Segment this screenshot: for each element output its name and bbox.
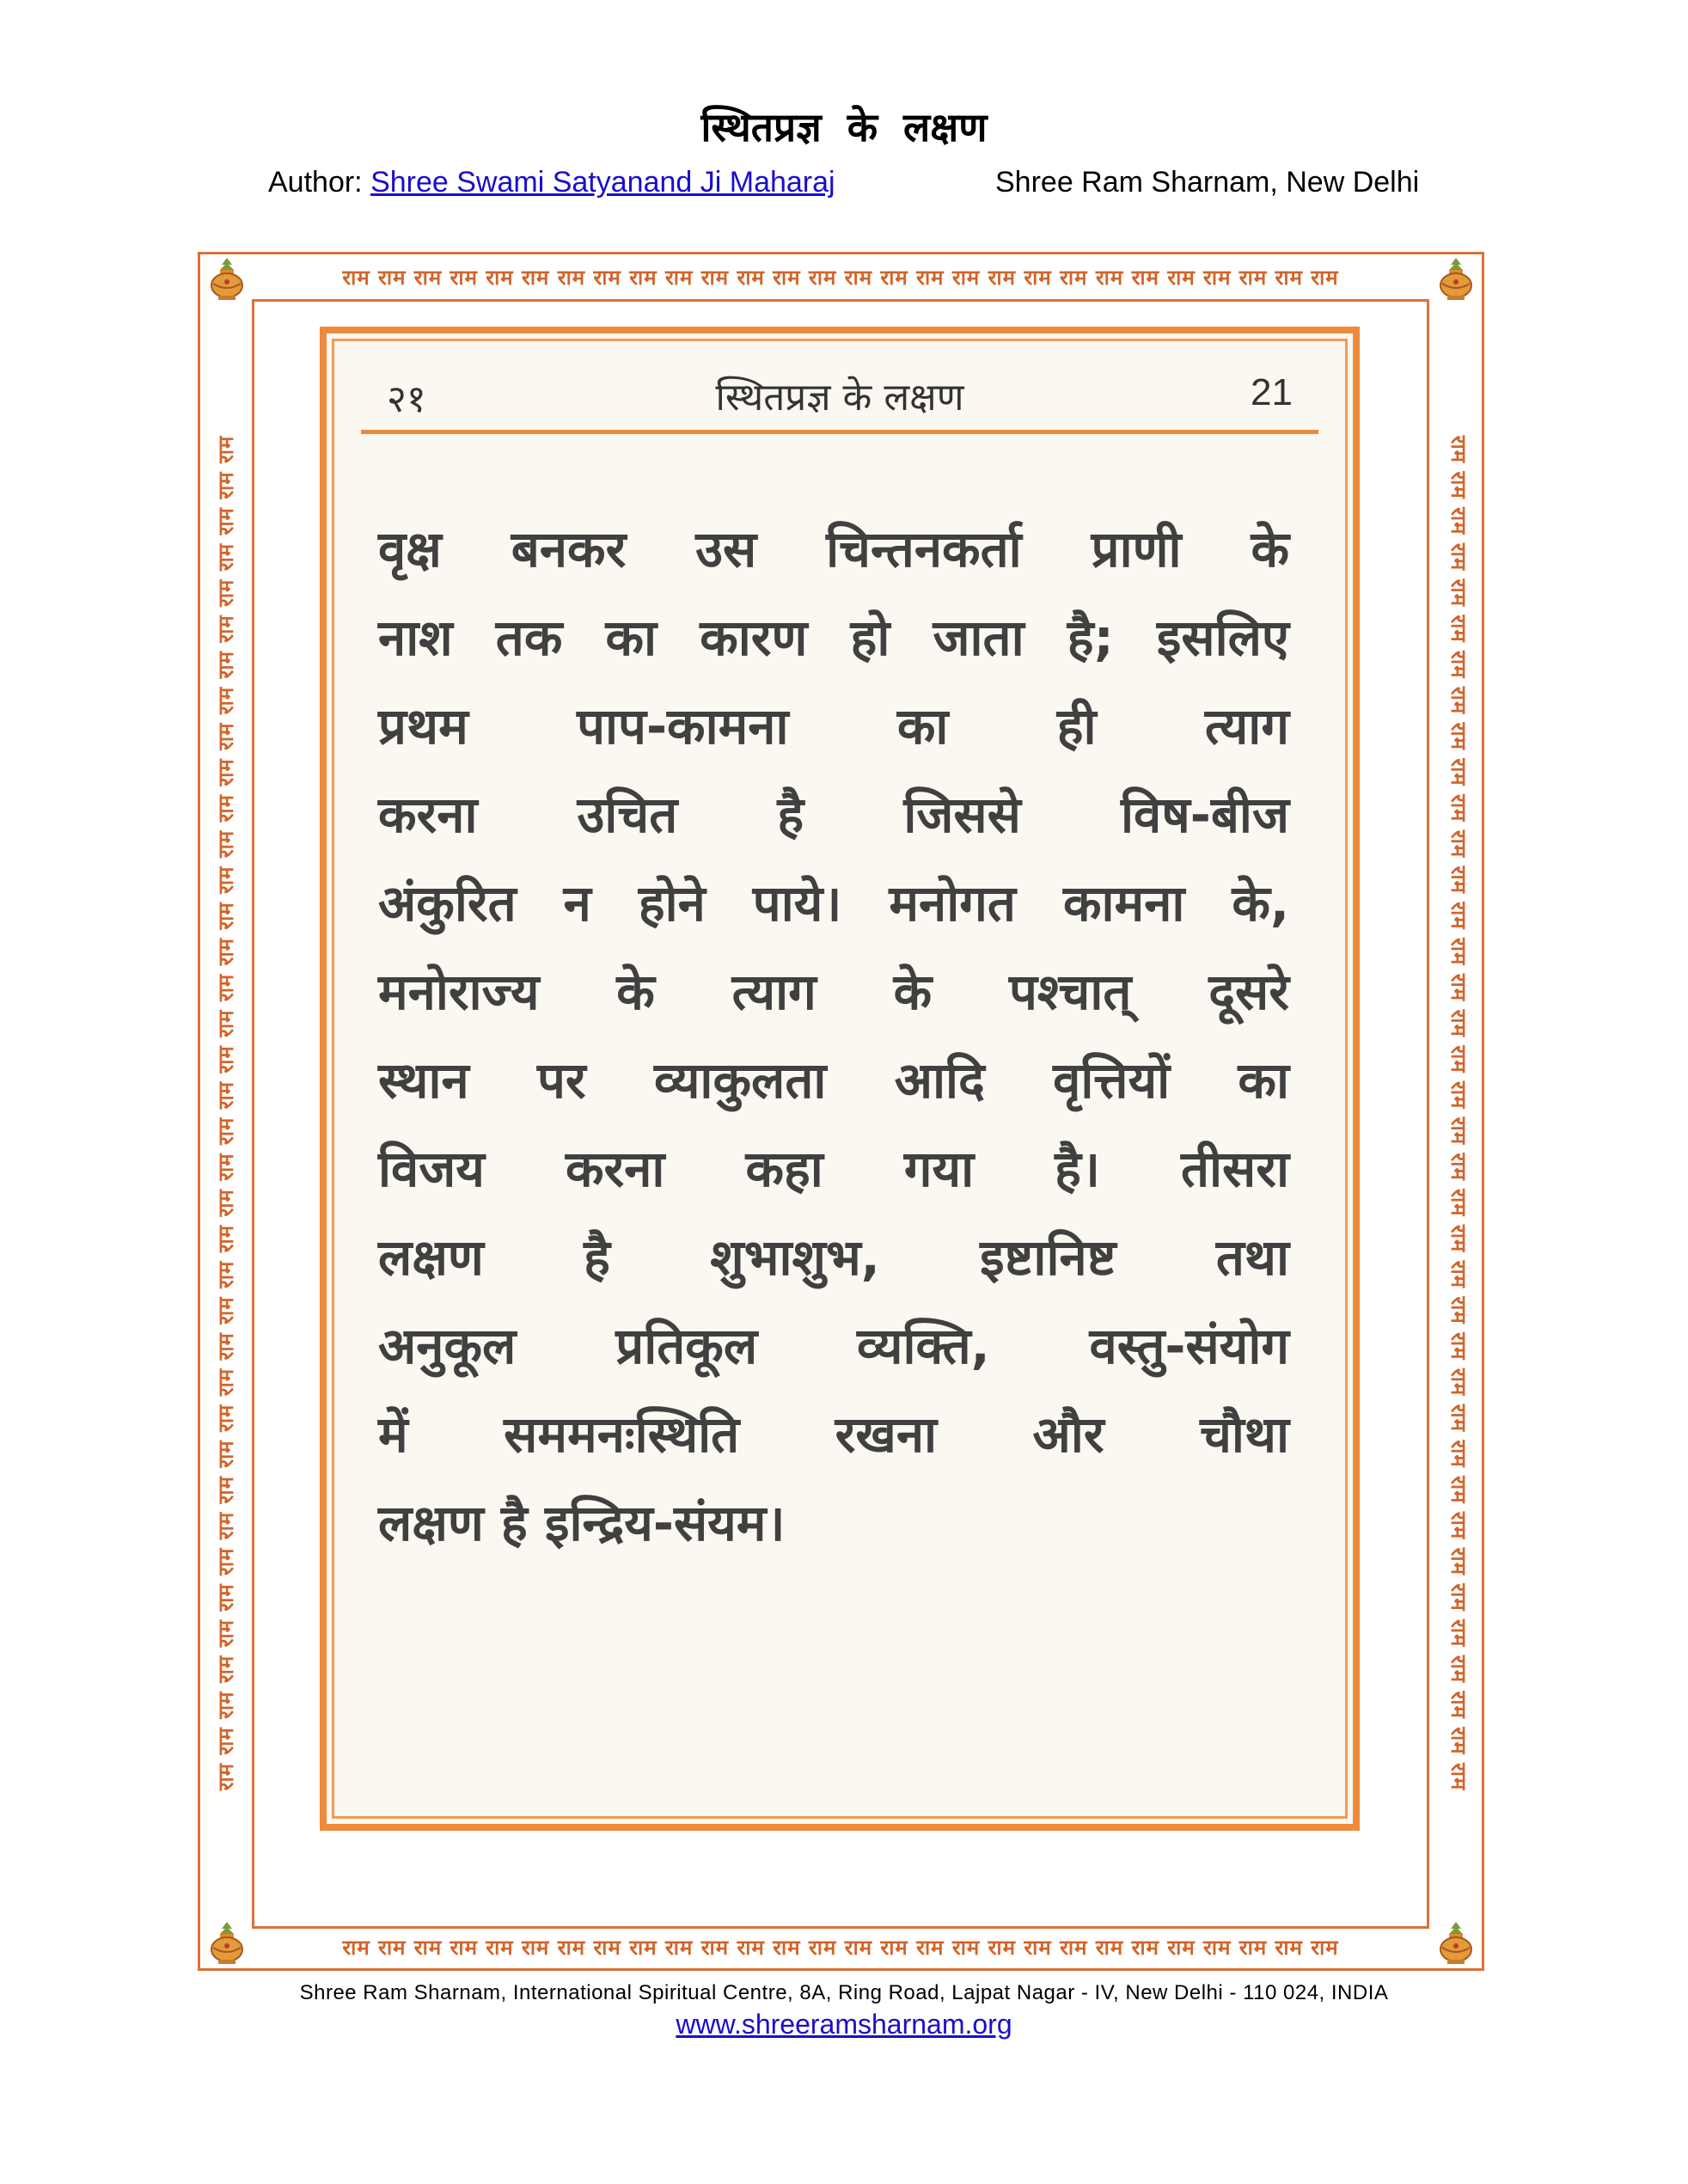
text-line: में सममनःस्थिति रखना और चौथा xyxy=(378,1405,1289,1464)
page-number: 21 xyxy=(1251,371,1293,413)
text-line: लक्षण है इन्द्रिय-संयम। xyxy=(378,1494,786,1552)
footer-address: Shree Ram Sharnam, International Spiritual Centre, 8A, Ring Road, Lajpat Nagar - IV, New Delhi - 110 024, INDIA xyxy=(299,1981,1389,2004)
text-line: नाश तक का कारण हो जाता है; इसलिए xyxy=(378,609,1289,667)
book-page-title: स्थितप्रज्ञ के लक्षण xyxy=(715,376,964,419)
kalash-icon xyxy=(1432,254,1480,303)
kalash-icon xyxy=(203,1918,251,1967)
book-page-text xyxy=(378,505,1289,1568)
kalash-icon xyxy=(203,254,251,303)
ram-border-left: राम राम राम राम राम राम राम राम राम राम राम राम राम राम राम राम राम राम राम राम राम राम राम राम राम राम राम राम राम राम राम राम राम राम राम राम राम राम xyxy=(214,435,238,1791)
text-line: मनोराज्य के त्याग के पश्चात् दूसरे xyxy=(378,963,1289,1021)
ram-border-bottom: राम राम राम राम राम राम राम राम राम राम राम राम राम राम राम राम राम राम राम राम राम राम राम राम राम राम राम राम xyxy=(342,1936,1339,1960)
text-line: अंकुरित न होने पाये। मनोगत कामना के, xyxy=(378,874,1289,933)
footer-website xyxy=(0,2006,1688,2042)
book-page-header xyxy=(361,368,1318,434)
text-line: प्रथम पाप-कामना का ही त्याग xyxy=(378,697,1289,756)
text-line: अनुकूल प्रतिकूल व्यक्ति, वस्तु-संयोग xyxy=(378,1317,1289,1375)
text-line: विजय करना कहा गया है। तीसरा xyxy=(378,1140,1289,1198)
author-line xyxy=(268,163,835,201)
ram-border-top: राम राम राम राम राम राम राम राम राम राम राम राम राम राम राम राम राम राम राम राम राम राम राम राम राम राम राम राम xyxy=(342,266,1339,290)
author-link[interactable]: Shree Swami Satyanand Ji Maharaj xyxy=(370,166,835,199)
document-title: स्थितप्रज्ञ के लक्षण xyxy=(700,104,988,150)
organization-name: Shree Ram Sharnam, New Delhi xyxy=(995,166,1420,199)
author-label: Author: xyxy=(268,166,371,199)
text-line: स्थान पर व्याकुलता आदि वृत्तियों का xyxy=(378,1051,1289,1110)
website-link[interactable]: www.shreeramsharnam.org xyxy=(676,2009,1012,2040)
kalash-icon xyxy=(1432,1918,1480,1967)
ram-border-right: राम राम राम राम राम राम राम राम राम राम राम राम राम राम राम राम राम राम राम राम राम राम राम राम राम राम राम राम राम राम राम राम राम राम राम राम राम राम xyxy=(1446,435,1471,1791)
book-page-scan xyxy=(320,327,1360,1831)
text-line: करना उचित है जिससे विष-बीज xyxy=(378,786,1289,844)
text-line: लक्षण है शुभाशुभ, इष्टानिष्ट तथा xyxy=(378,1228,1289,1287)
text-line: वृक्ष बनकर उस चिन्तनकर्ता प्राणी के xyxy=(378,520,1289,578)
page-number-hindi: २१ xyxy=(387,377,426,421)
